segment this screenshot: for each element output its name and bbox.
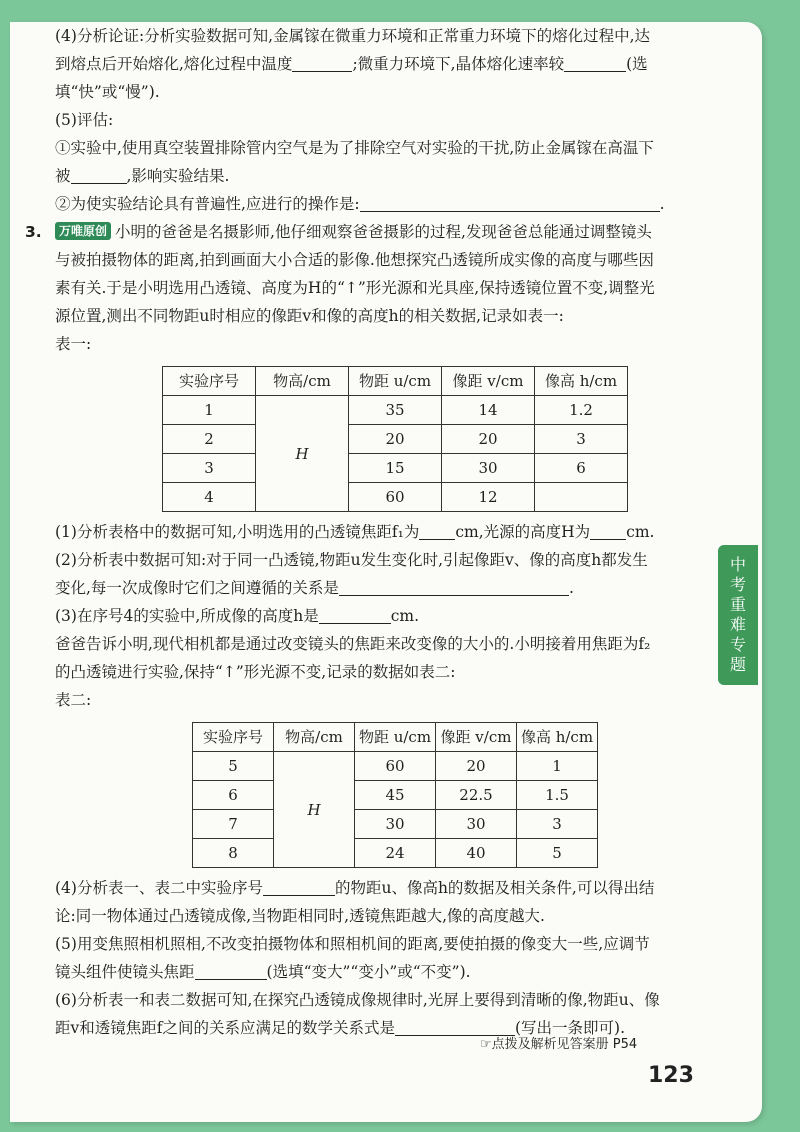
- table-cell: 15: [349, 454, 442, 483]
- header-cell: 像高 h/cm: [517, 723, 598, 752]
- q5-line2: [55, 162, 715, 190]
- question-number: 3.: [25, 223, 42, 241]
- table-row: [193, 752, 598, 781]
- header-cell: 物高/cm: [274, 723, 355, 752]
- table2-header: [193, 723, 598, 752]
- table-cell: 20: [436, 752, 517, 781]
- q4-line3: 填“快”或“慢”).: [55, 83, 160, 101]
- table-cell: 3: [163, 454, 256, 483]
- table-row: [163, 483, 628, 512]
- q3-text: (选填“变大”“变小”或“不变”).: [266, 963, 471, 981]
- table-cell: 7: [193, 810, 274, 839]
- answer-blank[interactable]: [263, 877, 335, 896]
- q3-sub3: [55, 602, 715, 630]
- table-cell: 30: [442, 454, 535, 483]
- q3-line4: 源位置,测出不同物距u时相应的像距v和像的高度h的相关数据,记录如表一:: [55, 307, 564, 325]
- header-cell: 实验序号: [193, 723, 274, 752]
- page-number: 123: [648, 1063, 694, 1088]
- header-cell: 像距 v/cm: [442, 367, 535, 396]
- table-cell: 30: [355, 810, 436, 839]
- original-badge: 万唯原创: [55, 222, 111, 240]
- table-cell: 3: [535, 425, 628, 454]
- table-row: [193, 781, 598, 810]
- q3-text: 变化,每一次成像时它们之间遵循的关系是: [55, 579, 339, 597]
- q4-text: 到熔点后开始熔化,熔化过程中温度: [55, 55, 293, 73]
- answer-blank[interactable]: [292, 53, 352, 72]
- side-tab-label: 中考重难专题: [729, 555, 746, 674]
- q3-text: cm.: [390, 607, 420, 625]
- table-cell: 1.2: [535, 396, 628, 425]
- q5-text: 被: [55, 167, 71, 185]
- q3-sub5-line1: (5)用变焦照相机照相,不改变拍摄物体和照相机间的距离,要使拍摄的像变大一些,应调节: [55, 935, 650, 953]
- header-cell: 物距 u/cm: [355, 723, 436, 752]
- table-cell: 30: [436, 810, 517, 839]
- answer-blank[interactable]: [564, 53, 626, 72]
- table-row: [193, 839, 598, 868]
- q3-text: 距v和透镜焦距f之间的关系应满足的数学关系式是: [55, 1019, 395, 1037]
- q4-line2: [55, 50, 715, 78]
- q3-text: (1)分析表格中的数据可知,小明选用的凸透镜焦距f₁为: [55, 523, 420, 541]
- header-cell: 实验序号: [163, 367, 256, 396]
- table-cell: 1: [163, 396, 256, 425]
- table-cell: 12: [442, 483, 535, 512]
- table-cell: 14: [442, 396, 535, 425]
- q3-text: (写出一条即可).: [515, 1019, 626, 1037]
- q4-text: (选: [626, 55, 648, 73]
- table-cell: 6: [193, 781, 274, 810]
- header-cell: 像高 h/cm: [535, 367, 628, 396]
- table-cell: 20: [442, 425, 535, 454]
- table-cell: [535, 483, 628, 512]
- q3-sub1: [55, 518, 715, 546]
- table-cell: 5: [193, 752, 274, 781]
- answer-blank[interactable]: [319, 605, 391, 624]
- table1-header: [163, 367, 628, 396]
- q4-line1: (4)分析论证:分析实验数据可知,金属镓在微重力环境和正常重力环境下的熔化过程中,达: [55, 27, 651, 45]
- q3-text: cm,光源的高度H为: [455, 523, 591, 541]
- merged-height-cell: H: [274, 752, 355, 868]
- q3-text: .: [568, 579, 574, 597]
- table-cell: 60: [355, 752, 436, 781]
- table-cell: 2: [163, 425, 256, 454]
- header-cell: 物距 u/cm: [349, 367, 442, 396]
- q3-line3: 素有关.于是小明选用凸透镜、高度为H的“↑”形光源和光具座,保持透镜位置不变,调整光: [55, 279, 655, 297]
- q3-text: (3)在序号4的实验中,所成像的高度h是: [55, 607, 319, 625]
- side-tab: [718, 545, 758, 685]
- q3-text: cm.: [626, 523, 655, 541]
- table-row: [193, 810, 598, 839]
- q3-para2: 的凸透镜进行实验,保持“↑”形光源不变,记录的数据如表二:: [55, 663, 456, 681]
- table-cell: 4: [163, 483, 256, 512]
- q3-text: (4)分析表一、表二中实验序号: [55, 879, 263, 897]
- content: [25, 22, 715, 1042]
- table-cell: 35: [349, 396, 442, 425]
- q3-text: 小明的爸爸是名摄影师,他仔细观察爸爸摄影的过程,发现爸爸总能通过调整镜头: [115, 223, 652, 241]
- table-row: [163, 396, 628, 425]
- merged-height-cell: H: [256, 396, 349, 512]
- answer-blank[interactable]: [195, 961, 267, 980]
- q3-sub4-line1: [55, 874, 715, 902]
- q3-sub2-line2: [55, 574, 715, 602]
- q3-sub6-line1: (6)分析表一和表二数据可知,在探究凸透镜成像规律时,光屏上要得到清晰的像,物距u、像: [55, 991, 660, 1009]
- answer-blank[interactable]: [419, 521, 455, 540]
- table-cell: 22.5: [436, 781, 517, 810]
- table-cell: 24: [355, 839, 436, 868]
- table2-label: 表二:: [55, 691, 92, 709]
- q4-text: ;微重力环境下,晶体熔化速率较: [352, 55, 565, 73]
- q5-text: .: [659, 195, 665, 213]
- table-cell: 8: [193, 839, 274, 868]
- q5-title: (5)评估:: [55, 111, 114, 129]
- header-cell: 像距 v/cm: [436, 723, 517, 752]
- q5-text: ,影响实验结果.: [126, 167, 230, 185]
- table-cell: 20: [349, 425, 442, 454]
- table-row: [163, 425, 628, 454]
- q3-sub4-line2: 论:同一物体通过凸透镜成像,当物距相同时,透镜焦距越大,像的高度越大.: [55, 907, 545, 925]
- answer-blank[interactable]: [360, 193, 660, 212]
- answer-blank[interactable]: [339, 577, 569, 596]
- q3-line1: [25, 218, 715, 246]
- answer-blank[interactable]: [71, 165, 127, 184]
- table-cell: 6: [535, 454, 628, 483]
- answer-blank[interactable]: [590, 521, 626, 540]
- q5-line3: [55, 190, 715, 218]
- q3-line2: 与被拍摄物体的距离,拍到画面大小合适的影像.他想探究凸透镜所成实像的高度与哪些因: [55, 251, 654, 269]
- table-cell: 1: [517, 752, 598, 781]
- q3-text: 镜头组件使镜头焦距: [55, 963, 195, 981]
- table-cell: 40: [436, 839, 517, 868]
- q3-sub2-line1: (2)分析表中数据可知:对于同一凸透镜,物距u发生变化时,引起像距v、像的高度h都发生: [55, 551, 648, 569]
- table-cell: 5: [517, 839, 598, 868]
- header-cell: 物高/cm: [256, 367, 349, 396]
- table-cell: 45: [355, 781, 436, 810]
- q3-para1: 爸爸告诉小明,现代相机都是通过改变镜头的焦距来改变像的大小的.小明接着用焦距为f₂: [55, 635, 651, 653]
- q3-text: 的物距u、像高h的数据及相关条件,可以得出结: [334, 879, 655, 897]
- table1: [162, 366, 628, 512]
- q5-line1: ①实验中,使用真空装置排除管内空气是为了排除空气对实验的干扰,防止金属镓在高温下: [55, 139, 654, 157]
- table1-label: 表一:: [55, 335, 92, 353]
- table-cell: 3: [517, 810, 598, 839]
- answer-reference: ☞点拨及解析见答案册 P54: [480, 1037, 638, 1052]
- table-row: [163, 454, 628, 483]
- table2: [192, 722, 598, 868]
- table-cell: 60: [349, 483, 442, 512]
- q3-sub5-line2: [55, 958, 715, 986]
- q5-text: ②为使实验结论具有普遍性,应进行的操作是:: [55, 195, 360, 213]
- table-cell: 1.5: [517, 781, 598, 810]
